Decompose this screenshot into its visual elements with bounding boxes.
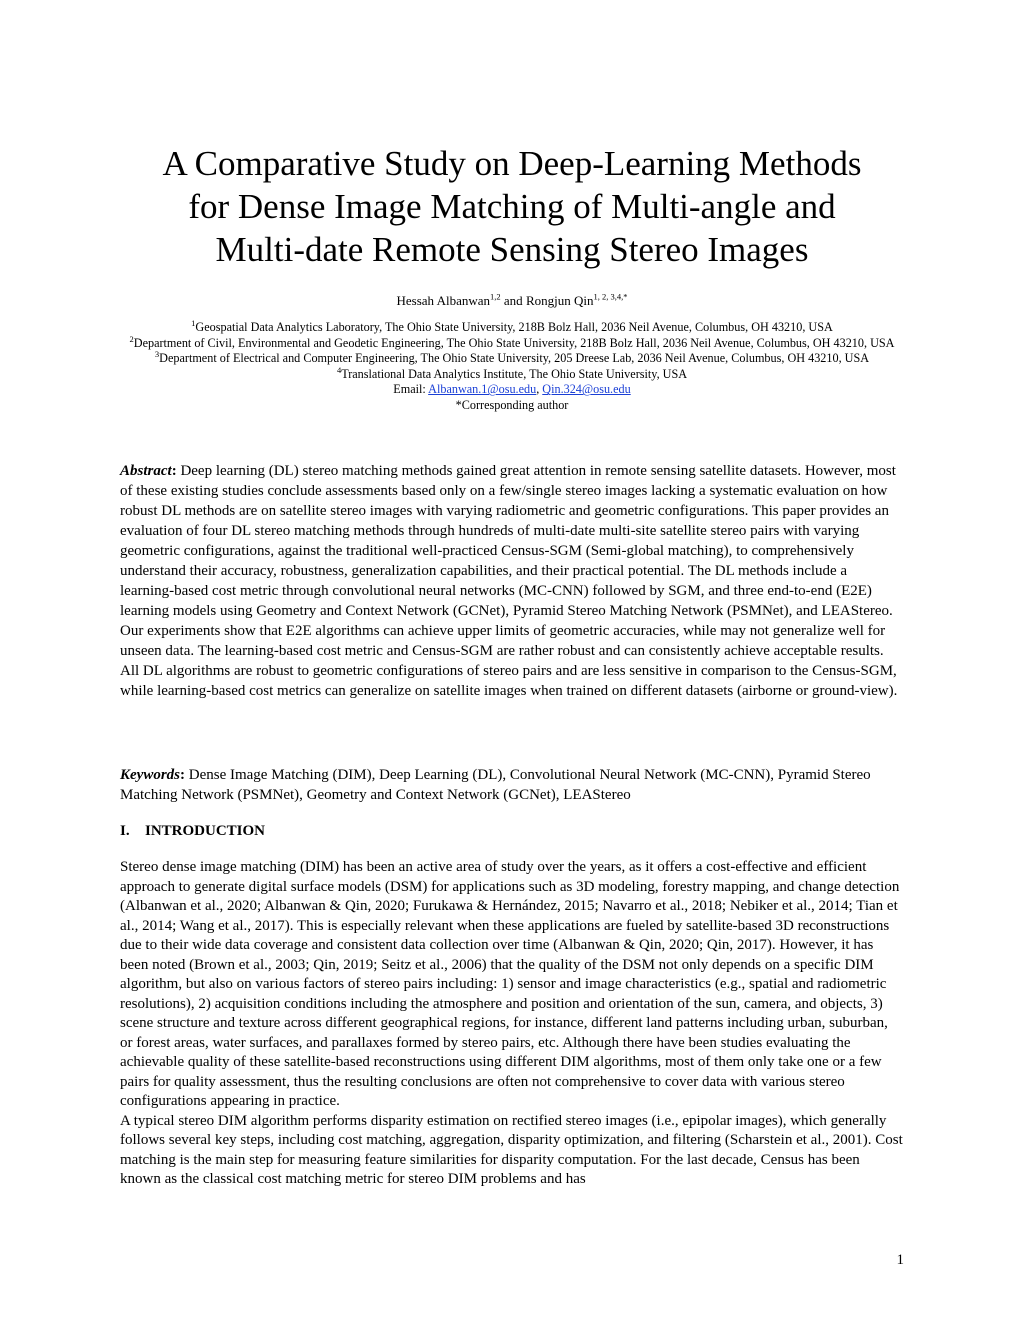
- abstract-colon: :: [171, 463, 177, 479]
- affiliation-number: 3: [154, 349, 160, 360]
- affiliation-item: [120, 351, 904, 367]
- abstract-label: Abstract: [120, 463, 172, 479]
- intro-paragraph-1: Stereo dense image matching (DIM) has been an active area of study over the years, as it offers a cost-effective and efficient approach to generate digital surface models (DSM) for applications such as 3D modeling, forestry mapping, and change detection (Albanwan et al., 2020; Albanwan & Qin, 2020; Furukawa & Hernández, 2015; Navarro et al., 2018; Nebiker et al., 2014; Tian et al., 2014; Wang et al., 2017). This is especially relevant when these applications are fueled by satellite-based 3D reconstructions due to their wide data coverage and consistent data collection over time (Albanwan & Qin, 2020; Qin, 2017). However, it has been noted (Brown et al., 2003; Qin, 2019; Seitz et al., 2006) that the quality of the DSM not only depends on a specific DIM algorithm, but also on various factors of stereo pairs including: 1) sensor and image characteristics (e.g., spatial and radiometric resolutions), 2) acquisition conditions including the atmosphere and position and orientation of the sun, camera, and objects, 3) scene structure and texture across different geographical regions, for instance, different land patterns including urban, suburban, or forest areas, water surfaces, and parallaxes formed by stereo pairs, etc. Although there have been studies evaluating the achievable quality of these satellite-based reconstructions using different DIM algorithms, most of them only take one or a few pairs for quality assessment, thus the resulting conclusions are often not comprehensive to cover data with various stereo configurations appearing in practice.: [120, 859, 900, 1109]
- affiliation-item: [120, 333, 904, 352]
- section-number: I.: [120, 823, 130, 839]
- keywords-text: Dense Image Matching (DIM), Deep Learning (DL), Convolutional Neural Network (MC-CNN), Pyramid Stereo Matching Network (PSMNet), Geometry and Context Network (GCNet), LEAStereo: [120, 767, 871, 803]
- author-affiliation-marker: 1, 2, 3,4,*: [593, 291, 628, 302]
- section-heading-introduction: [120, 821, 904, 841]
- email-label: Email:: [393, 382, 426, 397]
- introduction-body: [120, 858, 904, 1190]
- author-conjunction: and: [503, 293, 523, 308]
- paper-title: [120, 142, 904, 271]
- abstract-text: Deep learning (DL) stereo matching methods gained great attention in remote sensing satellite datasets. However, most of these existing studies conclude assessments based only on a few/single stereo images lacking a systematic evaluation on how robust DL methods are on satellite stereo images with varying radiometric and geometric configurations. This paper provides an evaluation of four DL stereo matching methods through hundreds of multi-date multi-site satellite stereo pairs with varying geometric configurations, against the traditional well-practiced Census-SGM (Semi-global matching), to comprehensively understand their accuracy, robustness, generalization capabilities, and their practical potential. The DL methods include a learning-based cost metric through convolutional neural networks (MC-CNN) followed by SGM, and three end-to-end (E2E) learning models using Geometry and Context Network (GCNet), Pyramid Stereo Matching Network (PSMNet), and LEAStereo. Our experiments show that E2E algorithms can achieve upper limits of geometric accuracies, while may not generalize well for unseen data. The learning-based cost metric and Census-SGM are rather robust and can consistently achieve acceptable results. All DL algorithms are robust to geometric configurations of stereo pairs and are less sensitive in comparison to the Census-SGM, while learning-based cost metrics can generalize on satellite images when trained on different datasets (airborne or ground-view).: [120, 463, 898, 699]
- affiliation-number: 2: [129, 333, 134, 344]
- affiliation-text: Department of Electrical and Computer Engineering, The Ohio State University, 205 Dreese Lab, 2036 Neil Avenue, Columbus, OH 43210, USA: [159, 351, 870, 366]
- page-number: 1: [896, 1252, 904, 1268]
- author-name: Hessah Albanwan: [396, 293, 491, 308]
- affiliation-text: Department of Civil, Environmental and Geodetic Engineering, The Ohio State University, 218B Bolz Hall, 2036 Neil Avenue, Columbus, OH 43210, USA: [133, 335, 895, 350]
- title-line-1: A Comparative Study on Deep-Learning Methods: [162, 144, 862, 183]
- affiliation-number: 1: [191, 317, 196, 328]
- email-separator: ,: [536, 382, 540, 397]
- affiliations: [120, 317, 904, 414]
- email-link-qin[interactable]: Qin.324@osu.edu: [542, 382, 631, 397]
- affiliation-item: [120, 317, 904, 336]
- affiliation-item: [120, 364, 904, 383]
- author-affiliation-marker: 1,2: [490, 291, 501, 302]
- author-name: Rongjun Qin: [525, 293, 594, 308]
- author-list: [120, 292, 904, 310]
- affiliation-text: Geospatial Data Analytics Laboratory, The Ohio State University, 218B Bolz Hall, 2036 Neil Avenue, Columbus, OH 43210, USA: [195, 320, 833, 334]
- keywords: [120, 765, 904, 805]
- abstract: [120, 461, 904, 701]
- keywords-colon: :: [180, 767, 185, 783]
- email-link-albanwan[interactable]: Albanwan.1@osu.edu: [428, 382, 537, 397]
- title-line-2: for Dense Image Matching of Multi-angle and: [188, 187, 836, 226]
- affiliation-number: 4: [336, 364, 342, 375]
- section-title: INTRODUCTION: [145, 823, 266, 839]
- contact-emails: [120, 382, 904, 398]
- keywords-label: Keywords: [120, 767, 180, 783]
- affiliation-text: Translational Data Analytics Institute, The Ohio State University, USA: [341, 366, 688, 381]
- corresponding-author-note: *Corresponding author: [455, 397, 569, 412]
- intro-paragraph-2: A typical stereo DIM algorithm performs disparity estimation on rectified stereo images (i.e., epipolar images), which generally follows several key steps, including cost matching, aggregation, disparity optimization, and filtering (Scharstein et al., 2001). Cost matching is the main step for measuring feature similarities for disparity computation. For the last decade, Census has been known as the classical cost matching metric for stereo DIM problems and has: [120, 1112, 903, 1187]
- title-line-3: Multi-date Remote Sensing Stereo Images: [215, 230, 809, 269]
